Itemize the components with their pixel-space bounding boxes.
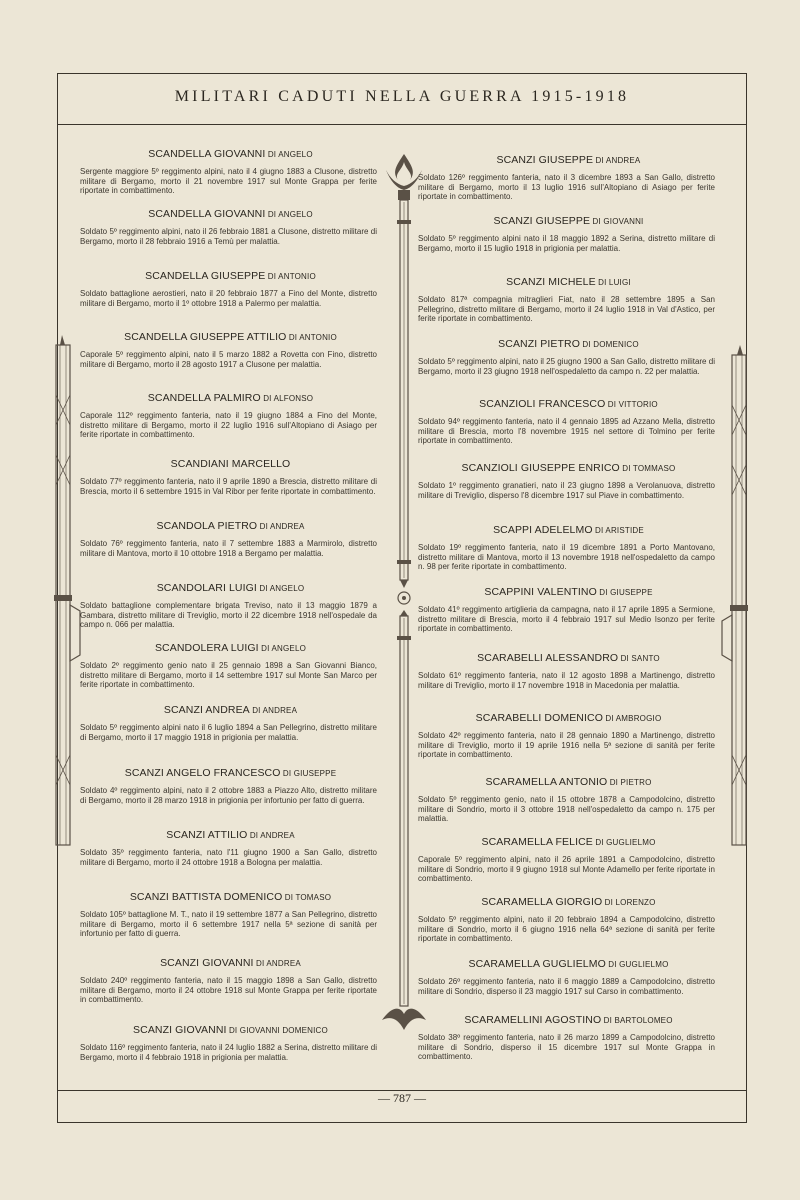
memorial-entry	[78, 458, 383, 496]
memorial-entry	[416, 1014, 721, 1062]
memorial-entry	[78, 891, 383, 939]
memorial-entry	[416, 652, 721, 690]
entry-surname-name: SCANDOLA PIETRO	[156, 520, 258, 532]
entry-text: Soldato 77º reggimento fanteria, nato il 9 aprile 1890 a Brescia, distretto militare di Brescia, morto il 6 settembre 1915 in Val Ribor per ferite riportate in combattimento.	[80, 477, 377, 496]
entry-surname-name: SCANZI BATTISTA DOMENICO	[129, 891, 283, 903]
entry-patronymic: DI TOMASO	[282, 893, 332, 902]
entry-text: Soldato 4º reggimento alpini, nato il 2 ottobre 1883 a Piazzo Alto, distretto militare di Bergamo, morto il 28 marzo 1918 in prigionia per infortunio per fatto di guerra.	[80, 786, 377, 805]
entry-patronymic: DI GIUSEPPE	[596, 588, 653, 597]
entry-name	[416, 276, 721, 288]
entry-patronymic: DI VITTORIO	[605, 400, 658, 409]
left-column	[78, 140, 383, 1080]
entry-surname-name: SCANDELLA GIUSEPPE ATTILIO	[124, 331, 287, 343]
entry-patronymic: DI TOMMASO	[619, 464, 676, 473]
entry-surname-name: SCANDELLA GIUSEPPE	[145, 270, 266, 282]
memorial-entry	[416, 524, 721, 572]
memorial-entry	[78, 270, 383, 308]
page-title: MILITARI CADUTI NELLA GUERRA 1915-1918	[174, 88, 630, 105]
memorial-entry	[416, 154, 721, 202]
memorial-entry	[78, 1024, 383, 1062]
entry-patronymic: DI ANGELO	[265, 210, 313, 219]
entry-text: Soldato 240º reggimento fanteria, nato il 15 maggio 1898 a San Gallo, distretto militare di Bergamo, morto il 24 ottobre 1918 sul Monte Grappa per ferite riportate in combattimento.	[80, 976, 377, 1005]
entry-text: Soldato 5º reggimento alpini, nato il 26 febbraio 1881 a Clusone, distretto militare di Bergamo, morto il 28 febbraio 1916 a Temù per malattia.	[80, 227, 377, 246]
memorial-entry	[416, 896, 721, 944]
entry-name	[416, 836, 721, 848]
entry-surname-name: SCANDOLERA LUIGI	[154, 642, 259, 654]
entry-surname-name: SCANZI GIOVANNI	[133, 1024, 227, 1036]
memorial-entry	[416, 398, 721, 446]
memorial-entry	[78, 582, 383, 630]
page-number: — 787 —	[378, 1091, 426, 1105]
entry-name	[416, 398, 721, 410]
entry-surname-name: SCANZI PIETRO	[498, 338, 580, 350]
entry-surname-name: SCANZI ANDREA	[163, 704, 250, 716]
entry-name	[416, 652, 721, 664]
entry-patronymic: DI GUGLIELMO	[605, 960, 669, 969]
entry-text: Sergente maggiore 5º reggimento alpini, nato il 4 giugno 1883 a Clusone, distretto militare di Bergamo, morto il 21 novembre 1917 sul Monte Grappa per ferite riportate in combattimento.	[80, 167, 377, 196]
entry-surname-name: SCANZI GIUSEPPE	[493, 215, 591, 227]
entry-name	[78, 1024, 383, 1036]
entry-surname-name: SCANZIOLI GIUSEPPE ENRICO	[461, 462, 620, 474]
entry-text: Soldato 38º reggimento fanteria, nato il 26 marzo 1899 a Campodolcino, distretto militare di Sondrio, disperso il 15 dicembre 1917 sul Monte Grappa in combattimento.	[418, 1033, 715, 1062]
entry-name	[78, 331, 383, 343]
memorial-entry	[78, 392, 383, 440]
entry-text: Caporale 5º reggimento alpini, nato il 5 marzo 1882 a Rovetta con Fino, distretto militare di Bergamo, morto il 28 agosto 1917 a Clusone per malattia.	[80, 350, 377, 369]
memorial-entry	[78, 704, 383, 742]
entry-patronymic: DI BARTOLOMEO	[601, 1016, 673, 1025]
entry-patronymic: DI SANTO	[618, 654, 660, 663]
entry-text: Soldato 5º reggimento alpini nato il 6 luglio 1894 a San Pellegrino, distretto militare di Bergamo, morto il 17 maggio 1918 in prigionia per malattia.	[80, 723, 377, 742]
entry-text: Caporale 112º reggimento fanteria, nato il 19 giugno 1884 a Fino del Monte, distretto militare di Bergamo, morto il 22 luglio 1916 sull'Altopiano di Asiago per ferite riportate in combattimento.	[80, 411, 377, 440]
right-column	[416, 140, 721, 1080]
memorial-entry	[416, 958, 721, 996]
entry-name	[416, 712, 721, 724]
entry-name	[416, 462, 721, 474]
entry-name	[416, 896, 721, 908]
entry-text: Soldato battaglione aerostieri, nato il 20 febbraio 1877 a Fino del Monte, distretto militare di Bergamo, morto il 1º ottobre 1918 a Palermo per malattia.	[80, 289, 377, 308]
entry-surname-name: SCANZI GIOVANNI	[160, 957, 254, 969]
entry-name	[416, 958, 721, 970]
entry-surname-name: SCARAMELLA GUGLIELMO	[468, 958, 606, 970]
entry-surname-name: SCARAMELLINI AGOSTINO	[464, 1014, 602, 1026]
memorial-entry	[78, 520, 383, 558]
entry-name	[78, 148, 383, 160]
entry-patronymic: DI ANTONIO	[286, 333, 337, 342]
entry-name	[78, 891, 383, 903]
entry-name	[78, 208, 383, 220]
entry-name	[78, 642, 383, 654]
entry-patronymic: DI ANGELO	[265, 150, 313, 159]
entry-patronymic: DI PIETRO	[607, 778, 652, 787]
entry-name	[78, 767, 383, 779]
entry-patronymic: DI ANTONIO	[265, 272, 316, 281]
entry-patronymic: DI AMBROGIO	[602, 714, 662, 723]
entry-name	[78, 520, 383, 532]
entry-surname-name: SCARAMELLA FELICE	[481, 836, 593, 848]
entry-patronymic: DI ANDREA	[593, 156, 641, 165]
right-fasces-ornament	[718, 345, 758, 855]
entry-patronymic: DI ANDREA	[247, 831, 295, 840]
entry-name	[78, 957, 383, 969]
entry-name	[416, 338, 721, 350]
entry-text: Soldato 19º reggimento fanteria, nato il 19 dicembre 1891 a Porto Mantovano, distretto militare di Mantova, morto il 13 novembre 1918 nell'ospedaletto da campo n. 98 per ferite riportate in combattimento.	[418, 543, 715, 572]
entry-patronymic: DI GUGLIELMO	[592, 838, 656, 847]
entry-text: Soldato 5º reggimento genio, nato il 15 ottobre 1878 a Campodolcino, distretto militare di Sondrio, morto il 3 ottobre 1918 nell'ospedaletto da campo n. 175 per malattia.	[418, 795, 715, 824]
entry-name	[78, 392, 383, 404]
entry-patronymic: DI ANDREA	[253, 959, 301, 968]
entry-name	[416, 215, 721, 227]
memorial-entry	[416, 338, 721, 376]
entry-name	[416, 524, 721, 536]
entry-surname-name: SCANDIANI MARCELLO	[170, 458, 291, 470]
entry-surname-name: SCANDOLARI LUIGI	[156, 582, 257, 594]
entry-name	[78, 582, 383, 594]
entry-text: Soldato 61º reggimento fanteria, nato il 12 agosto 1898 a Martinengo, distretto militare di Treviglio, morto il 17 novembre 1918 in Macedonia per malattia.	[418, 671, 715, 690]
entry-text: Caporale 5º reggimento alpini, nato il 26 aprile 1891 a Campodolcino, distretto militare di Sondrio, morto il 9 giugno 1918 sul Monte Adamello per ferite riportate in combattimento.	[418, 855, 715, 884]
entry-text: Soldato 105º battaglione M. T., nato il 19 settembre 1877 a San Pellegrino, distretto militare di Bergamo, morto il 6 settembre 1917 nella 5ª sezione di sanità per infortunio per fatto di guerra.	[80, 910, 377, 939]
entry-name	[78, 704, 383, 716]
entry-text: Soldato 35º reggimento fanteria, nato l'11 giugno 1900 a San Gallo, distretto militare di Bergamo, morto il 24 ottobre 1918 a Bologna per malattia.	[80, 848, 377, 867]
entry-patronymic: DI ARISTIDE	[592, 526, 644, 535]
entry-text: Soldato 116º reggimento fanteria, nato il 24 luglio 1882 a Serina, distretto militare di Bergamo, morto il 4 febbraio 1918 in prigionia per malattia.	[80, 1043, 377, 1062]
entry-text: Soldato 1º reggimento granatieri, nato il 23 giugno 1898 a Verolanuova, distretto militare di Treviglio, disperso l'8 dicembre 1917 sul Piave in combattimento.	[418, 481, 715, 500]
entry-name	[78, 458, 383, 470]
entry-surname-name: SCANDELLA GIOVANNI	[148, 208, 266, 220]
entry-surname-name: SCARABELLI ALESSANDRO	[477, 652, 619, 664]
entry-patronymic: DI GIUSEPPE	[280, 769, 337, 778]
memorial-entry	[78, 767, 383, 805]
entry-patronymic: DI ANGELO	[256, 584, 305, 593]
memorial-entry	[416, 712, 721, 760]
entry-text: Soldato 76º reggimento fanteria, nato il 7 settembre 1883 a Marmirolo, distretto militare di Mantova, morto il 10 ottobre 1918 a Bergamo per malattia.	[80, 539, 377, 558]
entry-text: Soldato battaglione complementare brigata Treviso, nato il 13 maggio 1879 a Gambara, distretto militare di Treviglio, morto il 22 dicembre 1918 nell'ospedale da campo n. 066 per malattia.	[80, 601, 377, 630]
entry-text: Soldato 94º reggimento fanteria, nato il 4 gennaio 1895 ad Azzano Mella, distretto militare di Brescia, morto l'8 novembre 1915 nel settore di Tolmino per ferite riportate in combattimento.	[418, 417, 715, 446]
entry-text: Soldato 42º reggimento fanteria, nato il 28 gennaio 1890 a Martinengo, distretto militare di Treviglio, morto il 19 aprile 1916 nella 5ª sezione di sanità per ferite riportate in combattimento.	[418, 731, 715, 760]
entry-name	[416, 776, 721, 788]
entry-text: Soldato 5º reggimento alpini nato il 18 maggio 1892 a Serina, distretto militare di Bergamo, morto il 15 luglio 1918 in prigionia per malattia.	[418, 234, 715, 253]
entry-text: Soldato 26º reggimento fanteria, nato il 6 maggio 1889 a Campodolcino, distretto militare di Sondrio, disperso il 23 maggio 1917 sul Carso in combattimento.	[418, 977, 715, 996]
entry-patronymic: DI ANDREA	[249, 706, 298, 715]
entry-text: Soldato 126º reggimento fanteria, nato il 3 dicembre 1893 a San Gallo, distretto militare di Bergamo, morto il 13 luglio 1916 sull'Altopiano di Asiago per ferite riportate in combattimento.	[418, 173, 715, 202]
memorial-entry	[416, 836, 721, 884]
memorial-entry	[416, 462, 721, 500]
memorial-entry	[78, 148, 383, 196]
memorial-entry	[78, 829, 383, 867]
entry-patronymic: DI ANDREA	[257, 522, 305, 531]
entry-surname-name: SCANZI GIUSEPPE	[496, 154, 594, 166]
entry-surname-name: SCANZI ATTILIO	[166, 829, 248, 841]
memorial-entry	[78, 957, 383, 1005]
entry-patronymic: DI GIOVANNI	[590, 217, 644, 226]
entry-surname-name: SCANZI MICHELE	[506, 276, 596, 288]
entry-text: Soldato 41º reggimento artiglieria da campagna, nato il 17 aprile 1895 a Sermione, distretto militare di Brescia, morto il 4 febbraio 1917 sul Medio Isonzo per ferite riportate in combattimento.	[418, 605, 715, 634]
entry-surname-name: SCAPPI ADELELMO	[493, 524, 593, 536]
title-rule	[57, 124, 747, 125]
memorial-entry	[416, 215, 721, 253]
entry-patronymic: DI ALFONSO	[260, 394, 314, 403]
entry-surname-name: SCARAMELLA GIORGIO	[481, 896, 603, 908]
entry-text: Soldato 2º reggimento genio nato il 25 gennaio 1898 a San Giovanni Bianco, distretto militare di Bergamo, morto il 14 settembre 1917 sul Monte San Marco per ferite riportate in combattimento.	[80, 661, 377, 690]
entry-patronymic: DI ANGELO	[258, 644, 307, 653]
memorial-entry	[416, 586, 721, 634]
entry-text: Soldato 817ª compagnia mitraglieri Fiat, nato il 28 settembre 1895 a San Pellegrino, distretto militare di Bergamo, morto il 24 luglio 1918 in Val d'Astico, per ferite riportate in combattimento.	[418, 295, 715, 324]
entry-surname-name: SCANDELLA GIOVANNI	[148, 148, 266, 160]
entry-text: Soldato 5º reggimento alpini, nato il 25 giugno 1900 a San Gallo, distretto militare di Bergamo, morto il 23 giugno 1918 nell'ospedaletto da campo n. 22 per malattia.	[418, 357, 715, 376]
entry-surname-name: SCANZI ANGELO FRANCESCO	[124, 767, 281, 779]
entry-surname-name: SCARABELLI DOMENICO	[475, 712, 603, 724]
memorial-entry	[78, 642, 383, 690]
entry-surname-name: SCANZIOLI FRANCESCO	[479, 398, 606, 410]
entry-name	[416, 154, 721, 166]
entry-surname-name: SCANDELLA PALMIRO	[147, 392, 261, 404]
entry-surname-name: SCARAMELLA ANTONIO	[485, 776, 608, 788]
memorial-entry	[78, 331, 383, 369]
entry-patronymic: DI LORENZO	[602, 898, 656, 907]
entry-name	[416, 586, 721, 598]
entry-patronymic: DI DOMENICO	[579, 340, 639, 349]
entry-name	[78, 270, 383, 282]
entry-name	[78, 829, 383, 841]
memorial-entry	[416, 776, 721, 824]
entry-name	[416, 1014, 721, 1026]
entry-patronymic: DI GIOVANNI DOMENICO	[226, 1026, 328, 1035]
entry-text: Soldato 5º reggimento alpini, nato il 20 febbraio 1894 a Campodolcino, distretto militare di Sondrio, morto il 6 giugno 1916 nella 64ª sezione di sanità per ferite riportate in combattimento.	[418, 915, 715, 944]
memorial-entry	[78, 208, 383, 246]
entry-patronymic: DI LUIGI	[595, 278, 631, 287]
memorial-entry	[416, 276, 721, 324]
entry-surname-name: SCAPPINI VALENTINO	[484, 586, 597, 598]
